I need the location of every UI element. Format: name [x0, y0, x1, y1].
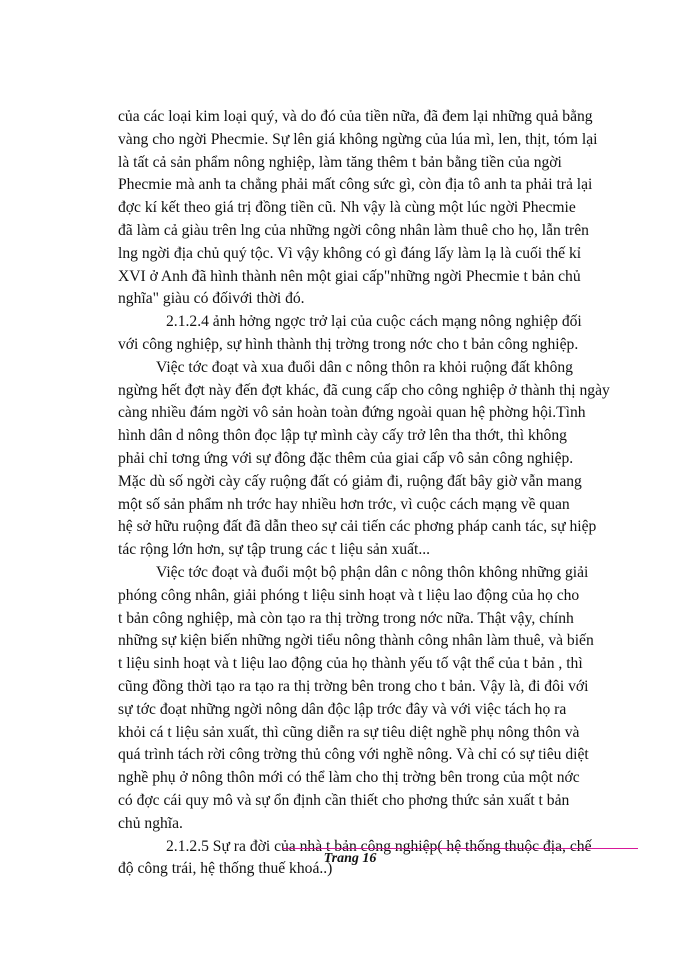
text-line: cũng đồng thời tạo ra tạo ra thị trờng bên trong cho t bản. Vậy là, đi đôi với	[118, 677, 589, 695]
text-line: tác rộng lớn hơn, sự tập trung các t liệu sản xuất...	[118, 541, 431, 559]
text-line: đợc kí kết theo giá trị đồng tiền cũ. Nh vậy là cùng một lúc ngời Phecmie	[118, 199, 576, 217]
paragraph-phecmie-wealth	[118, 106, 636, 311]
text-line: của các loại kim loại quý, và do đó của tiền nữa, đã đem lại những quả bằng	[118, 108, 593, 125]
text-line: một số sản phẩm nh trớc hay nhiều hơn trớc, vì cuộc cách mạng về quan	[118, 495, 570, 513]
paragraph-expropriation-labor	[118, 357, 636, 562]
page-number: Trang 16	[323, 851, 377, 866]
text-line: có đợc cái quy mô và sự ổn định cần thiết cho phơng thức sản xuất t bản	[118, 791, 570, 809]
text-line: khỏi cá t liệu sản xuất, thì cũng diễn ra sự tiêu diệt nghề phụ nông thôn và	[118, 723, 580, 741]
text-line: Mặc dù số ngời cày cấy ruộng đất có giảm đi, ruộng đất bây giờ vẫn mang	[118, 472, 582, 490]
text-line: hình dân d nông thôn đọc lập tự mình cày cấy trở lên tha thớt, thì không	[118, 427, 567, 445]
text-line: càng nhiều đám ngời vô sản hoàn toàn đứng ngoài quan hệ phờng hội.Tình	[118, 404, 586, 422]
text-line: những sự kiện biến những ngời tiểu nông thành công nhân làm thuê, và biến	[118, 632, 594, 650]
text-line: lng ngời địa chủ quý tộc. Vì vậy không có gì đáng lấy làm lạ là cuối thế kỉ	[118, 244, 582, 262]
document-body	[118, 106, 636, 881]
text-line: 2.1.2.5 Sự ra đời của nhà t bản công nghiệp( hệ thống thuộc địa, chế	[166, 837, 592, 855]
footer-divider	[282, 848, 638, 849]
text-line: độ công trái, hệ thống thuế khoá..)	[118, 860, 333, 878]
text-line: là tất cả sản phẩm nông nghiệp, làm tăng thêm t bản bằng tiền của ngời	[118, 153, 562, 171]
text-line: với công nghiệp, sự hình thành thị trờng trong nớc cho t bản công nghiệp.	[118, 335, 579, 353]
text-line: nghĩa" giàu có đốivới thời đó.	[118, 290, 305, 308]
text-line: t liệu sinh hoạt và t liệu lao động của họ thành yếu tố vật thể của t bản , thì	[118, 655, 583, 673]
text-line: ngừng hết đợt này đến đợt khác, đã cung cấp cho công nghiệp ở thành thị ngày	[118, 381, 610, 399]
text-line: XVI ở Anh đã hình thành nên một giai cấp"những ngời Phecmie t bản chủ	[118, 267, 581, 285]
text-line: đã làm cả giàu trên lng của những ngời công nhân làm thuê cho họ, lẫn trên	[118, 221, 589, 239]
text-line: sự tớc đoạt những ngời nông dân độc lập trớc đây và với việc tách họ ra	[118, 700, 567, 718]
text-line: phải chỉ tơng ứng với sự đông đặc thêm của giai cấp vô sản công nghiệp.	[118, 449, 574, 467]
text-line: t bản công nghiệp, mà còn tạo ra thị trờng trong nớc nữa. Thật vậy, chính	[118, 609, 574, 627]
text-line: nghề phụ ở nông thôn mới có thể làm cho thị trờng bên trong của một nớc	[118, 769, 580, 787]
text-line: chủ nghĩa.	[118, 814, 183, 832]
text-line: Việc tớc đoạt và xua đuổi dân c nông thôn ra khỏi ruộng đất không	[156, 358, 573, 376]
text-line: Phecmie mà anh ta chẳng phải mất công sức gì, còn địa tô anh ta phải trả lại	[118, 176, 593, 194]
paragraph-home-market	[118, 562, 636, 836]
text-line: quá trình tách rời công trờng thủ công với nghề nông. Và chỉ có sự tiêu diệt	[118, 746, 589, 764]
text-line: phóng công nhân, giải phóng t liệu sinh hoạt và t liệu lao động của họ cho	[118, 586, 580, 604]
text-line: Việc tớc đoạt và đuổi một bộ phận dân c nông thôn không những giải	[156, 563, 589, 581]
text-line: vàng cho ngời Phecmie. Sự lên giá không ngừng của lúa mì, len, thịt, tóm lại	[118, 130, 598, 148]
text-line: hệ sở hữu ruộng đất đã dẫn theo sự cải tiến các phơng pháp canh tác, sự hiệp	[118, 518, 597, 536]
section-heading-2-1-2-4	[118, 311, 636, 357]
text-line: 2.1.2.4 ảnh hởng ngợc trở lại của cuộc cách mạng nông nghiệp đối	[166, 313, 582, 331]
